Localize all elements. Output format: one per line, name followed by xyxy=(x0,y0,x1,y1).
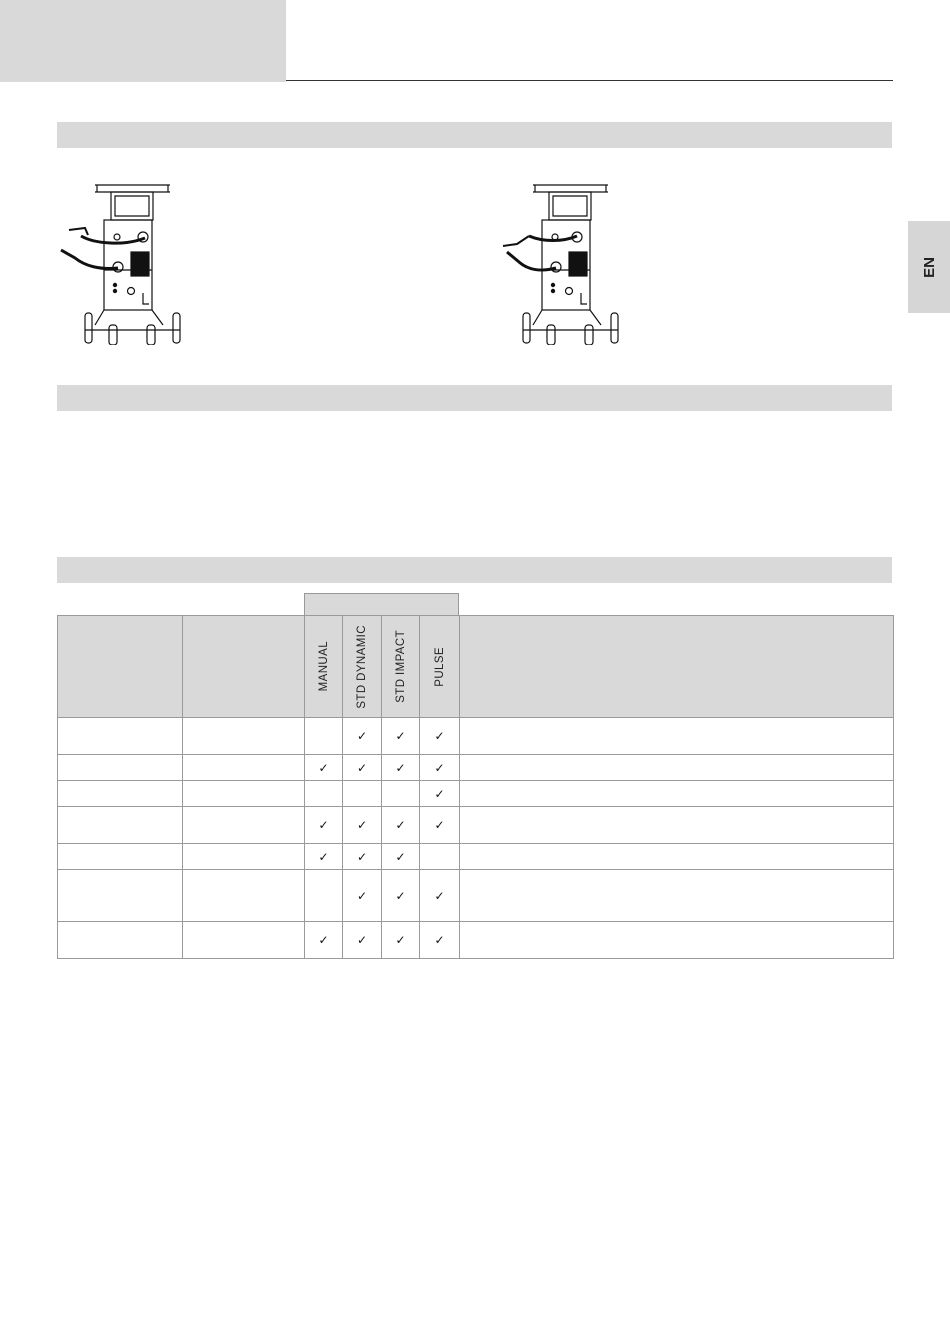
mode-label: MANUAL xyxy=(317,641,330,692)
check-mark: ✓ xyxy=(420,755,460,781)
welder-trolley-with-mig-torch-icon xyxy=(493,180,623,345)
symbol-cell xyxy=(183,922,305,959)
check-mark: ✓ xyxy=(305,844,343,870)
language-tab-label: EN xyxy=(920,256,938,278)
language-tab[interactable] xyxy=(908,221,950,313)
symbol-cell xyxy=(183,718,305,755)
description-cell xyxy=(460,870,894,922)
section-bar-second xyxy=(57,385,892,411)
section-bar-connections xyxy=(57,122,892,148)
table-row xyxy=(58,755,894,781)
symbol-cell xyxy=(183,755,305,781)
description-cell xyxy=(460,781,894,807)
check-mark: ✓ xyxy=(343,870,382,922)
check-mark: ✓ xyxy=(382,755,420,781)
mode-label: STD IMPACT xyxy=(394,630,407,703)
header-rule xyxy=(286,80,893,81)
function-cell xyxy=(58,807,183,844)
table-row xyxy=(58,807,894,844)
welder-trolley-with-torch-and-clamp-icon xyxy=(55,180,185,345)
check-mark: ✓ xyxy=(382,807,420,844)
function-mode-table xyxy=(57,615,894,959)
description-cell xyxy=(460,844,894,870)
symbol-cell xyxy=(183,870,305,922)
empty-mode-cell xyxy=(305,870,343,922)
description-cell xyxy=(460,922,894,959)
empty-mode-cell xyxy=(382,781,420,807)
header-cell-description xyxy=(460,616,894,718)
check-mark: ✓ xyxy=(305,922,343,959)
table-row xyxy=(58,844,894,870)
modes-header-cell xyxy=(304,593,459,616)
header-mode-std-dynamic xyxy=(343,616,382,718)
check-mark: ✓ xyxy=(382,844,420,870)
check-mark: ✓ xyxy=(420,718,460,755)
empty-mode-cell xyxy=(420,844,460,870)
table-row xyxy=(58,781,894,807)
description-cell xyxy=(460,755,894,781)
header-cell-symbol xyxy=(183,616,305,718)
table-row xyxy=(58,718,894,755)
table-row xyxy=(58,870,894,922)
function-cell xyxy=(58,870,183,922)
check-mark: ✓ xyxy=(305,807,343,844)
description-cell xyxy=(460,718,894,755)
empty-mode-cell xyxy=(343,781,382,807)
check-mark: ✓ xyxy=(420,807,460,844)
check-mark: ✓ xyxy=(420,870,460,922)
check-mark: ✓ xyxy=(382,718,420,755)
description-cell xyxy=(460,807,894,844)
section-bar-modes xyxy=(57,557,892,583)
function-cell xyxy=(58,755,183,781)
check-mark: ✓ xyxy=(305,755,343,781)
empty-mode-cell xyxy=(305,781,343,807)
function-cell xyxy=(58,922,183,959)
mode-label: PULSE xyxy=(433,646,446,687)
check-mark: ✓ xyxy=(343,718,382,755)
symbol-cell xyxy=(183,781,305,807)
header-mode-std-impact xyxy=(382,616,420,718)
header-mode-manual xyxy=(305,616,343,718)
check-mark: ✓ xyxy=(343,755,382,781)
function-cell xyxy=(58,718,183,755)
check-mark: ✓ xyxy=(343,922,382,959)
mode-label: STD DYNAMIC xyxy=(356,624,368,709)
check-mark: ✓ xyxy=(420,781,460,807)
function-cell xyxy=(58,781,183,807)
table-row xyxy=(58,922,894,959)
symbol-cell xyxy=(183,844,305,870)
function-cell xyxy=(58,844,183,870)
check-mark: ✓ xyxy=(343,807,382,844)
header-mode-pulse xyxy=(420,616,460,718)
check-mark: ✓ xyxy=(382,870,420,922)
check-mark: ✓ xyxy=(343,844,382,870)
empty-mode-cell xyxy=(305,718,343,755)
header-corner-block xyxy=(0,0,286,82)
header-cell-function xyxy=(58,616,183,718)
symbol-cell xyxy=(183,807,305,844)
check-mark: ✓ xyxy=(420,922,460,959)
check-mark: ✓ xyxy=(382,922,420,959)
